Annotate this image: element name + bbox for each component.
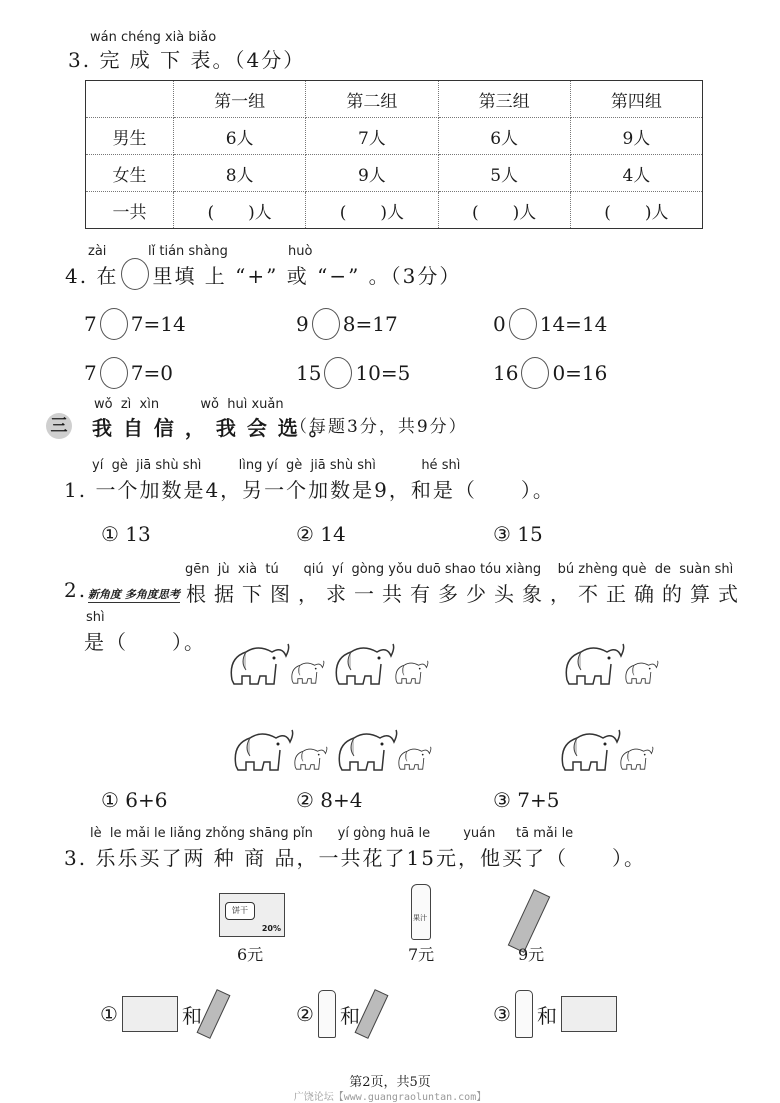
equation: 0 14=14 — [493, 308, 607, 340]
equation: 15 10=5 — [296, 357, 410, 389]
small-elephant-icon — [290, 658, 328, 686]
small-elephant-icon — [619, 744, 657, 772]
mc2-question-2: 是（ ）。 — [84, 630, 206, 654]
mc2-pinyin: gēn jù xià tú qiú yí gòng yǒu duō shao tóu xiàng bú zhèng què de suàn shì — [185, 562, 734, 577]
answer-cell[interactable]: ( )人 — [174, 192, 306, 229]
q4-pinyin-2: lǐ tián shàng — [148, 244, 228, 259]
mc2-num: 2. — [64, 578, 88, 602]
mc3-option-1[interactable]: ① 和 — [100, 990, 221, 1038]
equation: 7 7=14 — [84, 308, 186, 340]
juice-bottle-icon — [318, 990, 336, 1038]
watermark: 广饶论坛【www.guangraoluntan.com】 — [293, 1092, 487, 1103]
answer-cell[interactable]: ( )人 — [570, 192, 702, 229]
mc2-question: 根据下图，求一共有多少头象，不正确的算式 — [186, 582, 746, 606]
biscuit-box-icon — [122, 996, 178, 1032]
operator-blank[interactable] — [100, 357, 128, 389]
table-cell: 6人 — [174, 118, 306, 155]
equation: 7 7=0 — [84, 357, 173, 389]
header-cell: 第四组 — [570, 81, 702, 118]
price-label: 6元 — [237, 945, 264, 964]
page-number: 第2页，共5页 — [349, 1075, 431, 1090]
answer-cell[interactable]: ( )人 — [306, 192, 438, 229]
header-cell: 第二组 — [306, 81, 438, 118]
mc1-option-2[interactable]: ② 14 — [296, 522, 346, 546]
section3-score: （每题3分，共9分） — [290, 417, 468, 437]
table-cell: 6人 — [438, 118, 570, 155]
section3-title: 我 自 信 ， 我 会 选 。 — [92, 416, 331, 440]
price-label: 9元 — [518, 945, 545, 964]
mc3-question: 3. 乐乐买了两 种 商 品，一共花了15元，他买了（ ）。 — [64, 846, 646, 870]
table-header-row — [86, 81, 703, 118]
new-angle-tag: 新角度 多角度思考 — [88, 588, 180, 601]
table-cell: 9人 — [570, 118, 702, 155]
mc3-option-2[interactable]: ② 和 — [296, 990, 379, 1038]
q4-pinyin-3: huò — [288, 244, 313, 259]
operator-blank[interactable] — [521, 357, 549, 389]
operator-blank[interactable] — [509, 308, 537, 340]
price-label: 7元 — [408, 945, 435, 964]
mc3-option-3[interactable]: ③ 和 — [493, 990, 617, 1038]
row-label: 女生 — [86, 155, 174, 192]
small-elephant-icon — [293, 744, 331, 772]
juice-bottle-icon — [515, 990, 533, 1038]
table-cell: 7人 — [306, 118, 438, 155]
row-label: 一共 — [86, 192, 174, 229]
answer-cell[interactable]: ( )人 — [438, 192, 570, 229]
q3-title: 3. 完 成 下 表。（4分） — [68, 48, 306, 72]
operator-blank[interactable] — [312, 308, 340, 340]
table-cell: 9人 — [306, 155, 438, 192]
q3-pinyin: wán chéng xià biǎo — [90, 30, 217, 45]
mc1-question: 1. 一个加数是4，另一个加数是9，和是（ ）。 — [64, 478, 555, 502]
q3-table — [85, 80, 703, 229]
large-elephant-icon — [336, 726, 404, 774]
table-row — [86, 192, 703, 229]
q4-title: 4. 在 里填 上 “+” 或 “−” 。（3分） — [65, 258, 461, 290]
circle-blank-icon — [121, 258, 149, 290]
large-elephant-icon — [228, 640, 296, 688]
section-number-badge: 三 — [46, 413, 72, 439]
table-cell: 4人 — [570, 155, 702, 192]
header-cell: 第一组 — [174, 81, 306, 118]
mc1-option-1[interactable]: ① 13 — [101, 522, 151, 546]
small-elephant-icon — [397, 744, 435, 772]
small-elephant-icon — [394, 658, 432, 686]
biscuit-box-icon — [561, 996, 617, 1032]
large-elephant-icon — [232, 726, 300, 774]
mc1-pinyin: yí gè jiā shù shì lìng yí gè jiā shù shì hé shì — [92, 458, 461, 473]
operator-blank[interactable] — [324, 357, 352, 389]
equation: 9 8=17 — [296, 308, 398, 340]
mc2-option-1[interactable]: ① 6+6 — [101, 788, 168, 812]
mc2-pinyin-2: shì — [86, 610, 105, 625]
large-elephant-icon — [563, 640, 631, 688]
operator-blank[interactable] — [100, 308, 128, 340]
large-elephant-icon — [333, 640, 401, 688]
mc2-option-2[interactable]: ② 8+4 — [296, 788, 363, 812]
mc2-option-3[interactable]: ③ 7+5 — [493, 788, 560, 812]
header-cell — [86, 81, 174, 118]
q4-pinyin-1: zài — [88, 244, 107, 259]
mc3-pinyin: lè le mǎi le liǎng zhǒng shāng pǐn yí gòng huā le yuán tā mǎi le — [90, 826, 574, 841]
table-row — [86, 155, 703, 192]
equation: 16 0=16 — [493, 357, 607, 389]
section3-pinyin: wǒ zì xìn wǒ huì xuǎn — [94, 397, 284, 412]
table-cell: 5人 — [438, 155, 570, 192]
large-elephant-icon — [559, 726, 627, 774]
header-cell: 第三组 — [438, 81, 570, 118]
table-row — [86, 118, 703, 155]
table-cell: 8人 — [174, 155, 306, 192]
row-label: 男生 — [86, 118, 174, 155]
mc1-option-3[interactable]: ③ 15 — [493, 522, 543, 546]
juice-bottle-icon: 果汁 — [411, 884, 431, 940]
biscuit-box-icon: 饼干 20% — [219, 893, 285, 937]
small-elephant-icon — [624, 658, 662, 686]
